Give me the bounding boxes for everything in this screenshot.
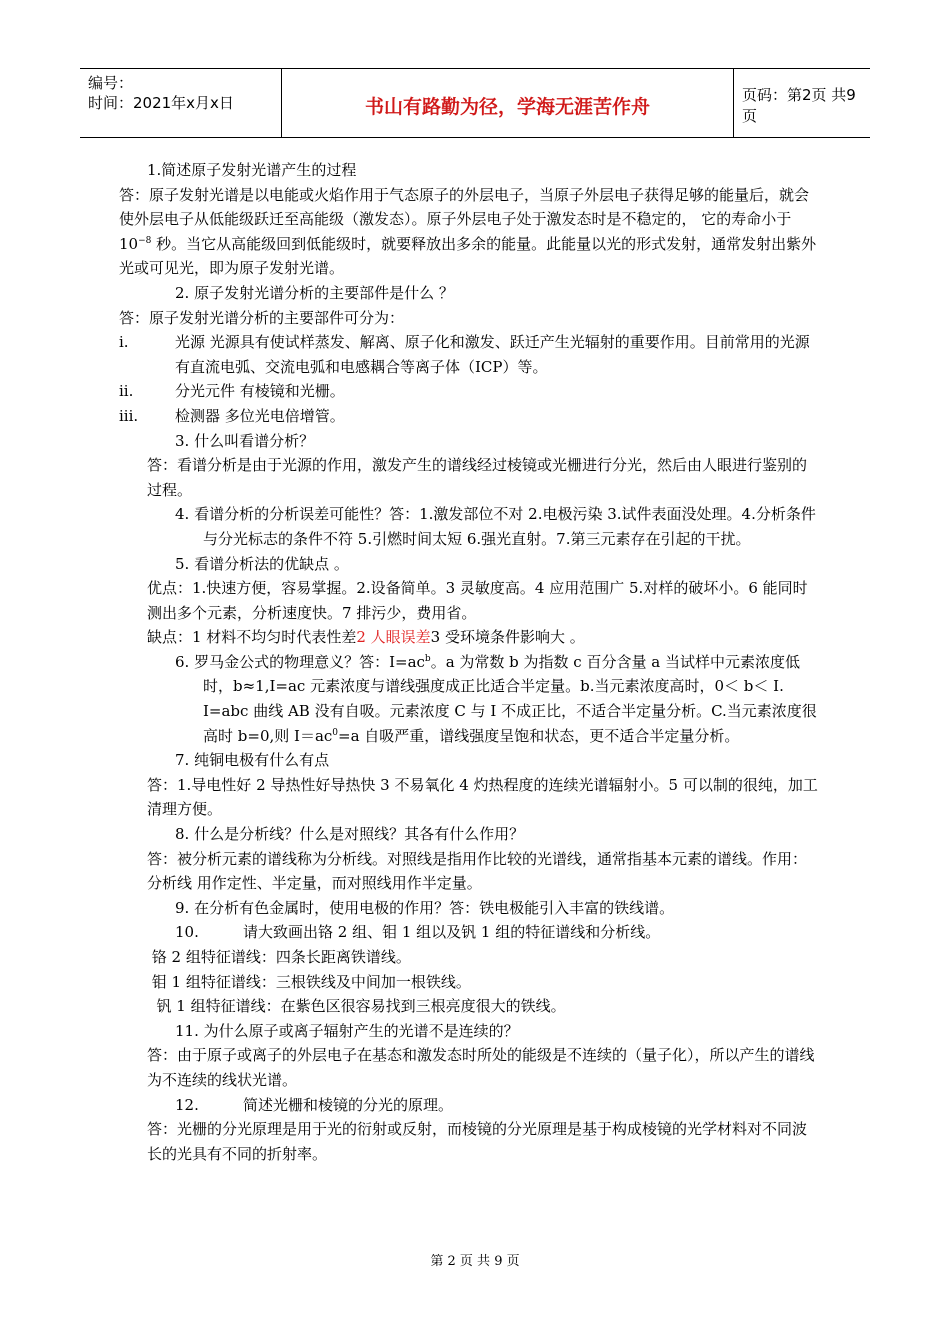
list-item: ii. 分光元件 有棱镜和光栅。 <box>119 382 345 401</box>
page-footer: 第 2 页 共 9 页 <box>430 1254 520 1269</box>
header-meta <box>80 69 282 137</box>
question-12-title: 12. 简述光栅和棱镜的分光的原理。 <box>175 1095 454 1114</box>
answer-2: 答：原子发射光谱分析的主要部件可分为： <box>119 308 405 327</box>
answer-10-line-1: 铬 2 组特征谱线：四条长距离铁谱线。 <box>147 948 411 966</box>
answer-8: 答：被分析元素的谱线称为分析线。对照线是指用作比较的光谱线，通常指基本元素的谱线。作用：分析线 用作定性、半定量，而对照线用作半定量。 <box>147 849 808 893</box>
answer-10-line-2: 钼 1 组特征谱线：三根铁线及中间加一根铁线。 <box>147 972 471 991</box>
answer-11: 答：由于原子或离子的外层电子在基态和激发态时所处的能级是不连续的（量子化），所以产生的谱线为不连续的线状光谱。 <box>147 1046 815 1089</box>
answer-7: 答：1.导电性好 2 导热性好导热快 3 不易氧化 4 灼热程度的连续光谱辐射小。5 可以制的很纯，加工清理方便。 <box>147 775 818 819</box>
question-11-title: 11. 为什么原子或离子辐射产生的光谱不是连续的？ <box>175 1021 519 1040</box>
question-8-title: 8. 什么是分析线？什么是对照线？其各有什么作用？ <box>175 825 525 844</box>
question-6: 6. 罗马金公式的物理意义？答：$I=ac^b$。a 为常数 b 为指数 c 百分含量 a 当试样中元素浓度低时，b≈1,I=ac 元素浓度与谱线强度成正比适合半定量。b.当元素浓度高时，0＜ b＜ I. I=abc 曲线 AB 没有自吸。元素浓度 C 与 I 不成正比，不适合半定量分析。C.当元素浓度很高时 b=0,则 $I=ac^0=a$ 自吸严重，谱线强度呈饱和状态，更不适合半定量分析。 <box>175 652 817 745</box>
list-item: iii. 检测器 多位光电倍增管。 <box>119 406 345 425</box>
answer-10-line-3: 钒 1 组特征谱线：在紫色区很容易找到三根亮度很大的铁线。 <box>147 997 566 1016</box>
question-7-title: 7. 纯铜电极有什么有点 <box>175 751 330 770</box>
answer-5-pros: 优点：1.快速方便，容易掌握。2.设备简单。3 灵敏度高。4 应用范围广 5.对样的破坏小。6 能同时测出多个元素，分析速度快。7 排污少，费用省。 <box>147 579 808 622</box>
list-item: i. 光源 光源具有使试样蒸发、解离、原子化和激发、跃迁产生光辐射的重要作用。目前常用的光源有直流电弧、交流电弧和电感耦合等离子体（ICP）等。 <box>119 333 810 376</box>
answer-5-cons: 缺点：1 材料不均匀时代表性差2 人眼误差3 受环境条件影响大 。 <box>147 628 585 647</box>
answer-3: 答：看谱分析是由于光源的作用，激发产生的谱线经过棱镜或光栅进行分光，然后由人眼进行鉴别的过程。 <box>147 456 808 499</box>
document-number-label: 编号： <box>88 74 134 92</box>
question-9: 9. 在分析有色金属时，使用电极的作用？答：铁电极能引入丰富的铁线谱。 <box>175 898 675 917</box>
answer-12: 答：光栅的分光原理是用于光的衍射或反射，而棱镜的分光原理是基于构成棱镜的光学材料对不同波长的光具有不同的折射率。 <box>147 1120 808 1163</box>
question-2-title: 2. 原子发射光谱分析的主要部件是什么 ？ <box>175 283 454 302</box>
question-5-title: 5. 看谱分析法的优缺点 。 <box>175 554 349 573</box>
document-body <box>119 158 819 1166</box>
question-4: 4. 看谱分析的分析误差可能性？答：1.激发部位不对 2.电极污染 3.试件表面没处理。4.分析条件与分光标志的条件不符 5.引燃时间太短 6.强光直射。7.第三元素存在引起的干扰。 <box>175 505 816 548</box>
question-3-title: 3. 什么叫看谱分析？ <box>175 431 315 450</box>
document-date-label: 时间：2021年x月x日 <box>88 94 234 112</box>
question-10-title: 10. 请大致画出铬 2 组、钼 1 组以及钒 1 组的特征谱线和分析线。 <box>175 923 661 942</box>
header-motto: 书山有路勤为径，学海无涯苦作舟 <box>282 69 734 137</box>
answer-1: 答：原子发射光谱是以电能或火焰作用于气态原子的外层电子，当原子外层电子获得足够的能量后，就会使外层电子从低能级跃迁至高能级（激发态）。原子外层电子处于激发态时是不稳定的， 它的寿命小于 $10^{-8}$ 秒。当它从高能级回到低能级时，就要释放出多余的能量。此能量以光的形式发射，通常发射出紫外光或可见光，即为原子发射光谱。 <box>119 185 817 278</box>
question-1-title: 1.简述原子发射光谱产生的过程 <box>147 161 357 179</box>
page-header <box>80 68 870 138</box>
header-page-number: 页码：第2页 共9页 <box>742 86 856 125</box>
